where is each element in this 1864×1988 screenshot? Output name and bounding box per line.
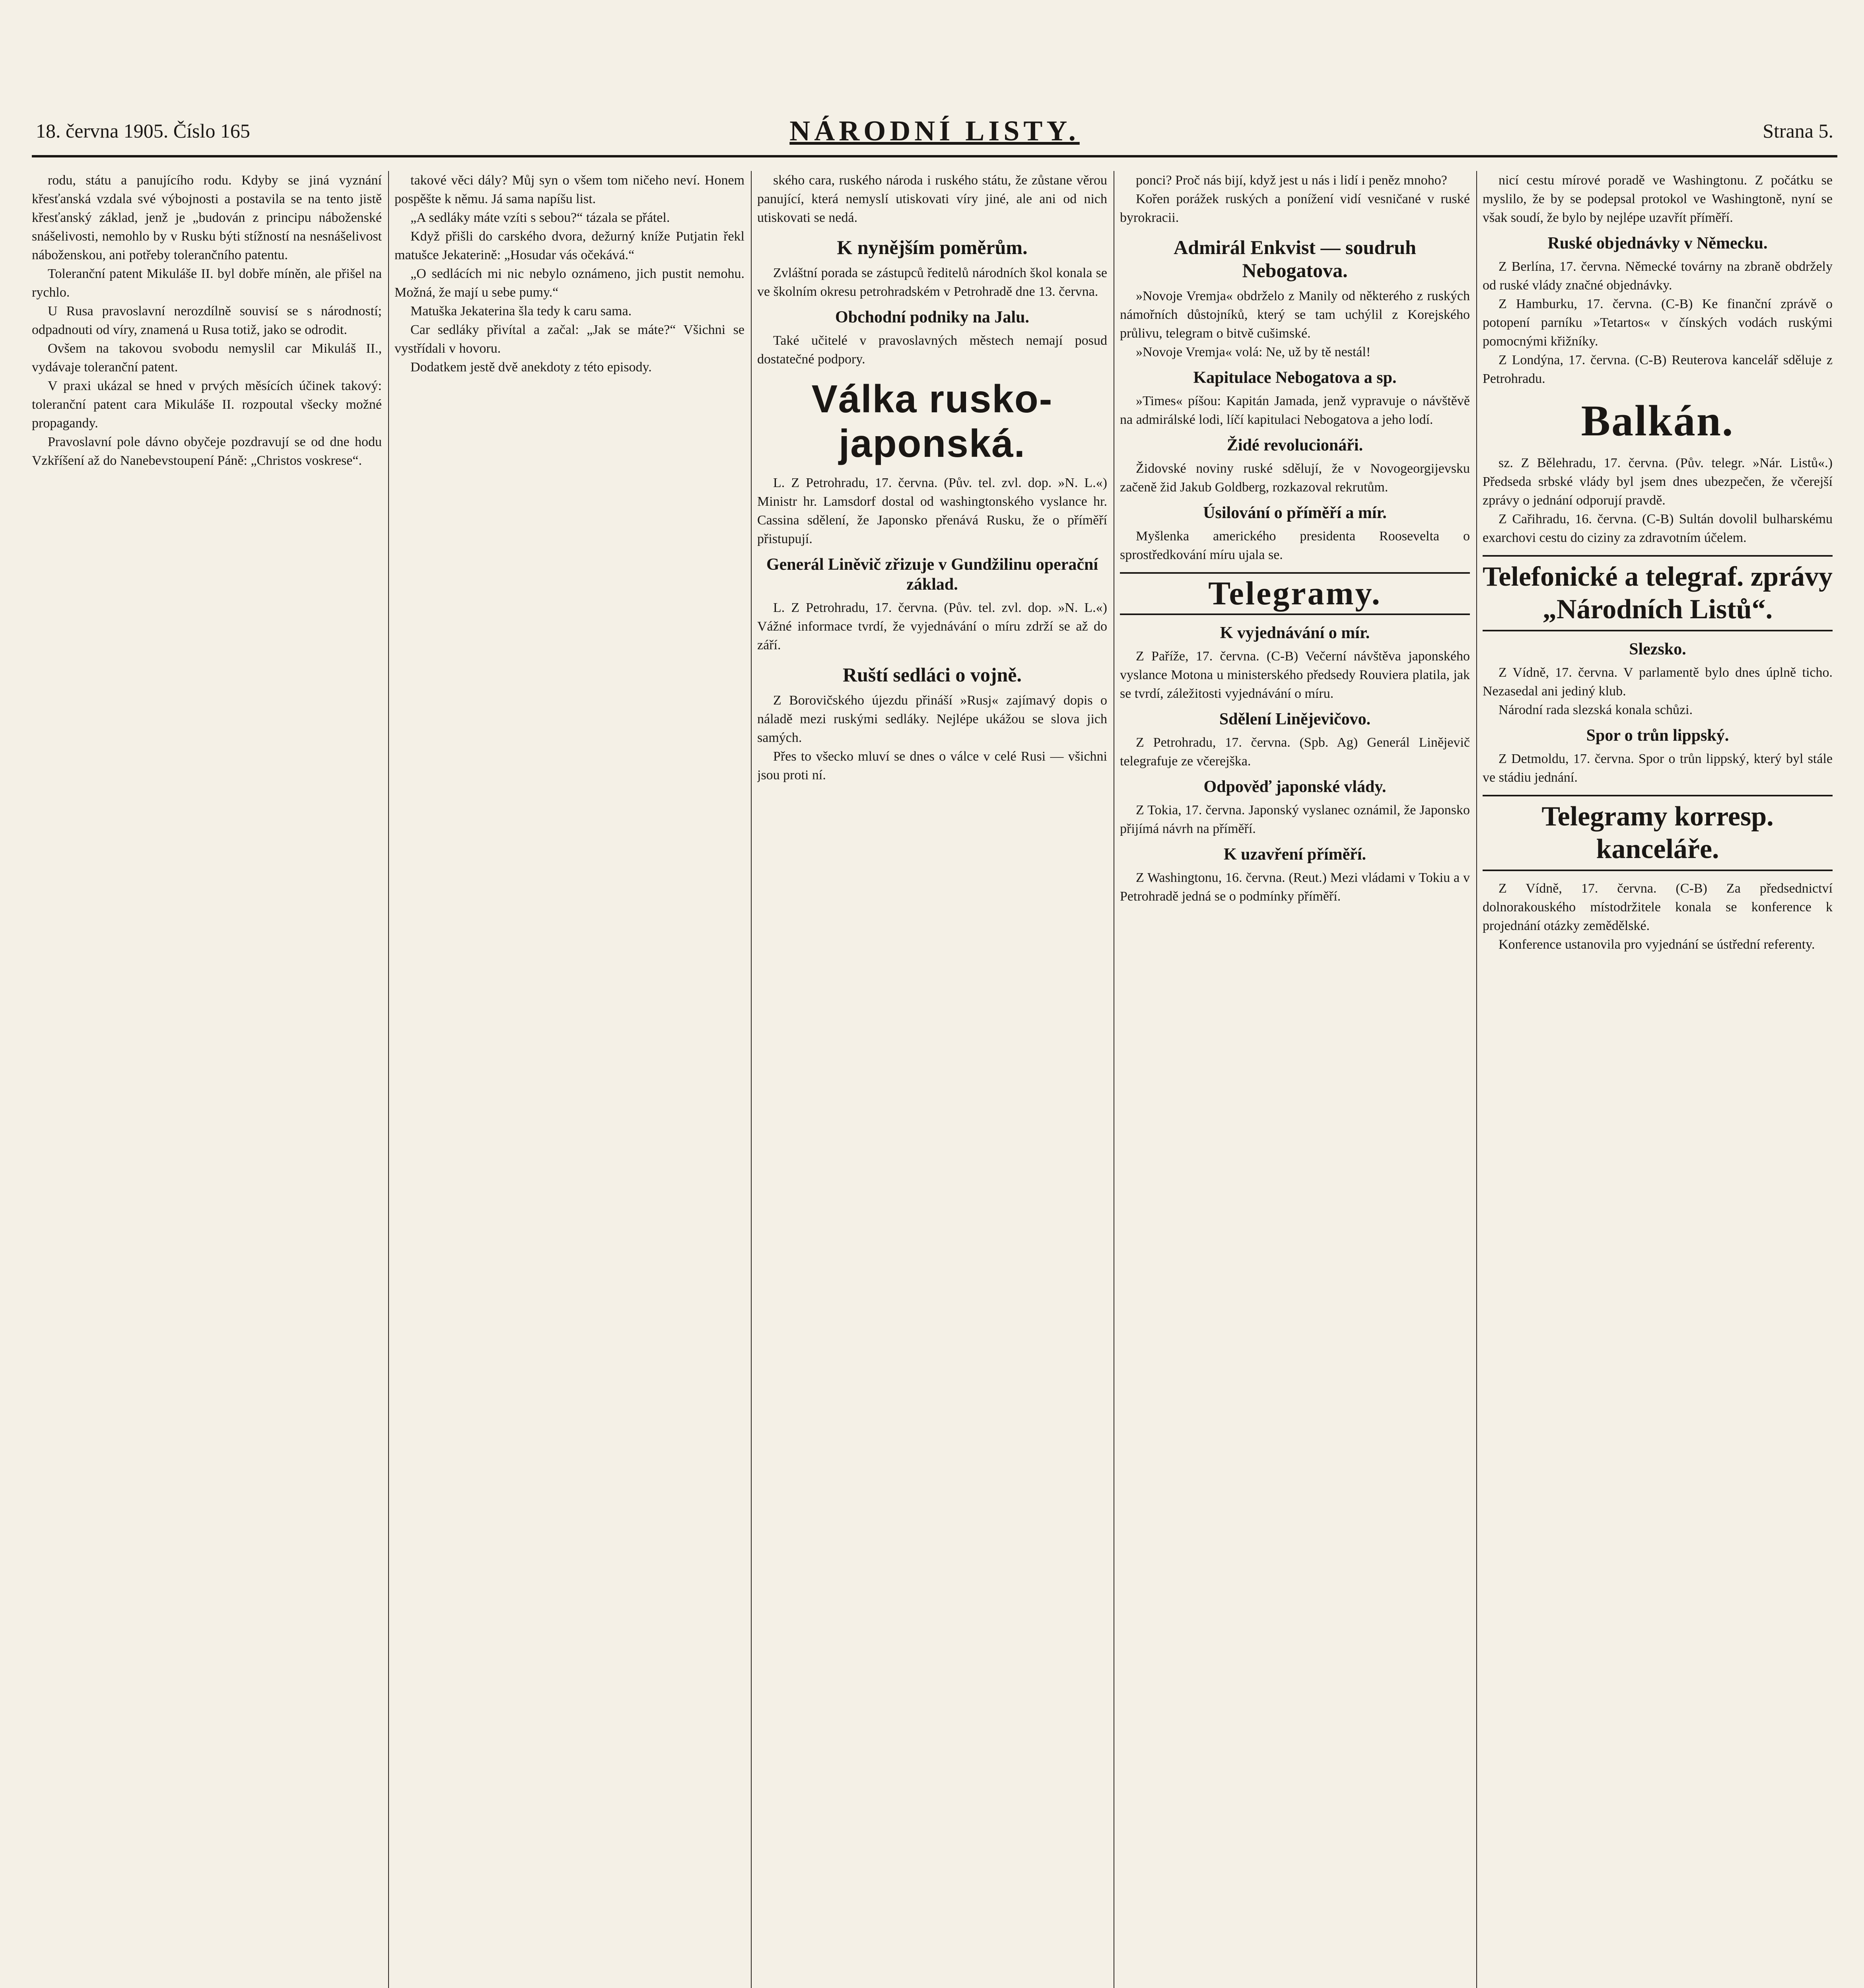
- subheading: Odpověď japonské vlády.: [1203, 778, 1386, 796]
- subheading: Sdělení Linějevičovo.: [1219, 710, 1371, 728]
- subheading: Generál Liněvič zřizuje v Gundžilinu operační základ.: [766, 555, 1098, 594]
- article-paragraph: »Novoje Vremja« volá: Ne, už by tě nestál!: [1136, 345, 1371, 359]
- article-paragraph: Z Londýna, 17. června. (C-B) Reuterova kancelář sděluje z Petrohradu.: [1483, 353, 1833, 386]
- boxed-heading: Telefonické a telegraf. zprávy „Národních Listů“.: [1483, 555, 1833, 631]
- article-paragraph: Z Hamburku, 17. června. (C-B) Ke finanční zprávě o potopení parníku »Tetartos« v čínských vodách ruskými pomocnými křižníky.: [1483, 297, 1833, 349]
- column-5: [1483, 171, 1833, 1988]
- article-paragraph: Toleranční patent Mikuláše II. byl dobře míněn, ale přišel na rychlo.: [32, 266, 382, 300]
- issue-date: 18. června 1905. Číslo 165: [36, 120, 250, 142]
- article-paragraph: Kořen porážek ruských a ponížení vidí vesničané v ruské byrokracii.: [1120, 192, 1470, 225]
- article-paragraph: Židovské noviny ruské sdělují, že v Novogeorgijevsku začeně žid Jakub Goldberg, rozkazoval rekrutům.: [1120, 461, 1470, 495]
- article-paragraph: „A sedláky máte vzíti s sebou?“ tázala se přátel.: [410, 210, 670, 225]
- article-paragraph: Z Washingtonu, 16. června. (Reut.) Mezi vládami v Tokiu a v Petrohradě jedná se o podmínky příměří.: [1120, 870, 1470, 904]
- page-header: [32, 111, 1837, 157]
- article-paragraph: V praxi ukázal se hned v prvých měsících účinek takový: toleranční patent cara Mikuláše II. rozpoutal všecky možné propagandy.: [32, 379, 382, 431]
- article-paragraph: takové věci dály? Můj syn o všem tom ničeho neví. Honem pospěšte k němu. Já sama napíšu list.: [395, 173, 744, 206]
- article-paragraph: Z Paříže, 17. června. (C-B) Večerní návštěva japonského vyslance Motona u ministerského předsedy Rouviera platila, jak se tvrdí, záležitosti vyjednávání o míru.: [1120, 649, 1470, 701]
- column-4: [1120, 171, 1470, 1988]
- article-paragraph: Přes to všecko mluví se dnes o válce v celé Rusi — všichni jsou proti ní.: [757, 749, 1107, 782]
- subheading: Slezsko.: [1629, 640, 1686, 658]
- big-section-title: Válka rusko-japonská.: [811, 377, 1053, 465]
- article-paragraph: Z Cařihradu, 16. června. (C-B) Sultán dovolil bulharskému exarchovi cestu do ciziny za zdravotním účelem.: [1483, 512, 1833, 545]
- article-paragraph: Z Berlína, 17. června. Německé továrny na zbraně obdržely od ruské vlády značné objednávky.: [1483, 259, 1833, 293]
- column-1: [32, 171, 382, 1988]
- subheading: Úsilování o příměří a mír.: [1203, 504, 1387, 522]
- article-paragraph: Když přišli do carského dvora, dežurný kníže Putjatin řekl matušce Jekaterině: „Hosudar vás očekává.“: [395, 229, 744, 262]
- subheading: Židé revolucionáři.: [1226, 436, 1363, 454]
- page-number: Strana 5.: [1763, 120, 1833, 142]
- article-paragraph: Car sedláky přivítal a začal: „Jak se máte?“ Všichni se vystřídali v hovoru.: [395, 322, 744, 356]
- article-paragraph: sz. Z Bělehradu, 17. června. (Pův. telegr. »Nár. Listů«.) Předseda srbské vlády byl jsem dnes ubezpečen, že včerejší zprávy o jednání odporují pravdě.: [1483, 456, 1833, 508]
- column-2: [395, 171, 744, 1988]
- article-paragraph: L. Z Petrohradu, 17. června. (Pův. tel. zvl. dop. »N. L.«) Ministr hr. Lamsdorf dostal od washingtonského vyslance hr. Cassina sdělení, že Japonsko přenává Rusku, že o příměří přistupují.: [757, 476, 1107, 546]
- section-heading: Admirál Enkvist — soudruh Nebogatova.: [1174, 236, 1416, 282]
- section-heading: K nynějším poměrům.: [837, 236, 1028, 258]
- section-heading: Ruští sedláci o vojně.: [843, 664, 1022, 686]
- newspaper-page: [32, 111, 1837, 1988]
- column-rule: [388, 171, 389, 1988]
- article-paragraph: nicí cestu mírové poradě ve Washingtonu. Z počátku se myslilo, že by se podepsal protokol ve Washingtoně, nyní se však soudí, že bylo by nejlépe uzavřít příměří.: [1483, 173, 1833, 225]
- article-paragraph: Pravoslavní pole dávno obyčeje pozdravují se od dne hodu Vzkříšení až do Nanebevstoupení Páně: „Christos voskrese“.: [32, 435, 382, 468]
- article-paragraph: Matuška Jekaterina šla tedy k caru sama.: [410, 304, 632, 318]
- article-paragraph: Konference ustanovila pro vyjednání se ústřední referenty.: [1499, 937, 1815, 952]
- article-paragraph: Zvláštní porada se zástupců ředitelů národních škol konala se ve školním okresu petrohradském v Petrohradě dne 13. června.: [757, 266, 1107, 299]
- masthead: NÁRODNÍ LISTY.: [789, 115, 1080, 147]
- article-paragraph: Z Detmoldu, 17. června. Spor o trůn lippský, který byl stále ve stádiu jednání.: [1483, 751, 1833, 785]
- column-3: [757, 171, 1107, 1988]
- article-paragraph: ponci? Proč nás bijí, když jest u nás i lidí i peněz mnoho?: [1136, 173, 1447, 188]
- subheading: Spor o trůn lippský.: [1586, 726, 1729, 745]
- subheading: K uzavření příměří.: [1223, 845, 1366, 864]
- article-paragraph: Z Vídně, 17. června. V parlamentě bylo dnes úplně ticho. Nezasedal ani jediný klub.: [1483, 665, 1833, 699]
- subheading: Ruské objednávky v Německu.: [1547, 234, 1768, 252]
- article-paragraph: U Rusa pravoslavní nerozdílně souvisí se s národností; odpadnouti od víry, znamená u Rusa totiž, jako se odrodit.: [32, 304, 382, 337]
- boxed-heading: Telegramy korresp. kanceláře.: [1483, 795, 1833, 871]
- article-paragraph: ského cara, ruského národa i ruského státu, že zůstane věrou panující, která nemyslí utiskovati víry jiné, ale ani od nich utiskovati se nedá.: [757, 173, 1107, 225]
- article-paragraph: „O sedlácích mi nic nebylo oznámeno, jich pustit nemohu. Možná, že mají u sebe pumy.“: [395, 266, 744, 300]
- article-paragraph: Myšlenka amerického presidenta Roosevelta o sprostředkování míru ujala se.: [1120, 529, 1470, 562]
- article-paragraph: Dodatkem jestě dvě anekdoty z této episody.: [410, 360, 652, 375]
- article-paragraph: »Novoje Vremja« obdrželo z Manily od některého z ruských námořních důstojníků, který se tam uchýlil z Korejského průlivu, telegram o bitvě cušimské.: [1120, 289, 1470, 341]
- article-paragraph: rodu, státu a panujícího rodu. Kdyby se jiná vyznání křesťanská vzdala své výbojnosti a postavila se na tento jistě křesťanský základ, jenž je „budován z principu náboženské snášelivosti, nemohlo by v Rusku býti stížností na nesnášelivost náboženskou, ani potřeby tolerančního patentu.: [32, 173, 382, 262]
- telegrams-heading: Telegramy.: [1120, 572, 1470, 615]
- subheading: K vyjednávání o mír.: [1220, 624, 1370, 642]
- article-paragraph: Z Borovičského újezdu přináší »Rusj« zajímavý dopis o náladě mezi ruskými sedláky. Nejlépe ukážou se slova jich samých.: [757, 693, 1107, 745]
- subheading: Kapitulace Nebogatova a sp.: [1193, 369, 1397, 387]
- column-rule: [751, 171, 752, 1988]
- article-paragraph: Také učitelé v pravoslavných městech nemají posud dostatečné podpory.: [757, 333, 1107, 367]
- article-paragraph: L. Z Petrohradu, 17. června. (Pův. tel. zvl. dop. »N. L.«) Vážné informace tvrdí, že vyjednávání o míru zdrží se až do září.: [757, 600, 1107, 652]
- article-paragraph: Ovšem na takovou svobodu nemyslil car Mikuláš II., vydávaje toleranční patent.: [32, 341, 382, 375]
- subheading: Obchodní podniky na Jalu.: [835, 308, 1029, 326]
- article-paragraph: »Times« píšou: Kapitán Jamada, jenž vypravuje o návštěvě na admirálské lodi, líčí kapitulaci Nebogatova a jeho lodí.: [1120, 394, 1470, 427]
- article-paragraph: Národní rada slezská konala schůzi.: [1499, 703, 1693, 717]
- article-paragraph: Z Vídně, 17. června. (C-B) Za předsednictví dolnorakouského místodržitele konala se konference k projednání otázky zemědělské.: [1483, 881, 1833, 933]
- article-paragraph: Z Tokia, 17. června. Japonský vyslanec oznámil, že Japonsko přijímá návrh na příměří.: [1120, 803, 1470, 836]
- article-paragraph: Z Petrohradu, 17. června. (Spb. Ag) Generál Linějevič telegrafuje ze včerejška.: [1120, 735, 1470, 769]
- balkan-heading: Balkán.: [1581, 396, 1734, 445]
- column-rule: [1476, 171, 1477, 1988]
